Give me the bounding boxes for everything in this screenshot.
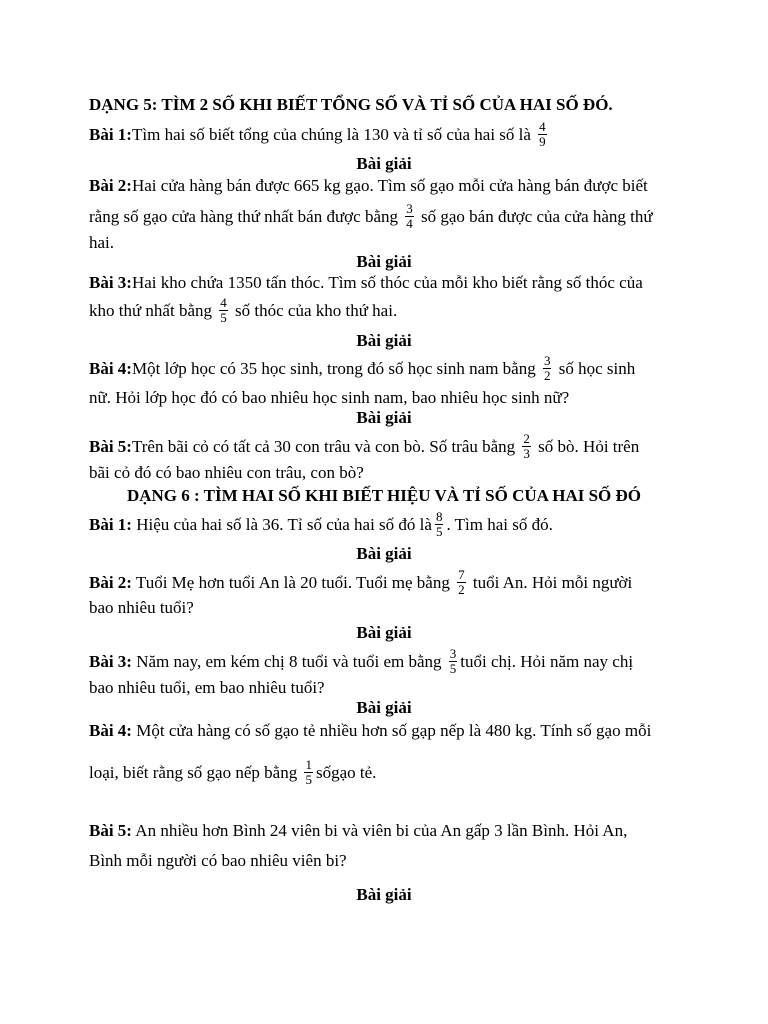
exercise-label: Bài 5: <box>89 437 132 457</box>
fraction: $\frac{4}{9}$ <box>539 119 546 149</box>
d6-bai5-line2: Bình mỗi người có bao nhiêu viên bi? <box>89 851 347 870</box>
exercise-label: Bài 1: <box>89 515 132 535</box>
exercise-label: Bài 3: <box>89 273 132 292</box>
exercise-text: Một lớp học có 35 học sinh, trong đó số học sinh nam bằng <box>131 359 536 379</box>
exercise-label: Bài 2: <box>89 573 132 593</box>
d6-bai3: Bài 3: Năm nay, em kém chị 8 tuổi và tuổi em bằng $\frac{3}{5}$ tuổi chị. Hỏi năm nay chị <box>89 646 634 676</box>
fraction: $\frac{1}{5}$ <box>305 757 312 787</box>
exercise-text: Trên bãi cỏ có tất cả 30 con trâu và con bò. Số trâu bằng <box>131 437 516 457</box>
d5-bai5-line2: bãi cỏ đó có bao nhiêu con trâu, con bò? <box>89 463 364 482</box>
fraction: $\frac{3}{2}$ <box>543 353 551 383</box>
exercise-text: Hiệu của hai số là 36. Tỉ số của hai số đó là <box>131 515 432 535</box>
fraction: $\frac{2}{3}$ <box>523 431 530 461</box>
exercise-text: Hai cửa hàng bán được 665 kg gạo. Tìm số gạo mỗi cửa hàng bán được biết <box>131 176 648 195</box>
d6-bai2: Bài 2: Tuổi Mẹ hơn tuổi An là 20 tuổi. Tuổi mẹ bằng $\frac{7}{2}$ tuổi An. Hỏi mỗi người <box>89 567 633 597</box>
section-5-title: DẠNG 5: TÌM 2 SỐ KHI BIẾT TỔNG SỐ VÀ TỈ SỐ CỦA HAI SỐ ĐÓ. <box>89 95 613 114</box>
fraction: $\frac{3}{4}$ <box>406 201 413 231</box>
exercise-text: Tuổi Mẹ hơn tuổi An là 20 tuổi. Tuổi mẹ bằng <box>131 573 450 593</box>
d5-bai3-line2: kho thứ nhất bằng $\frac{4}{5}$ số thóc của kho thứ hai. <box>89 295 398 325</box>
exercise-label: Bài 5: <box>89 821 132 840</box>
solution-label: Bài giải <box>356 698 412 717</box>
d6-bai4 <box>89 720 713 741</box>
exercise-label: Bài 1: <box>89 125 132 145</box>
d5-bai5: Bài 5:Trên bãi cỏ có tất cả 30 con trâu và con bò. Số trâu bằng $\frac{2}{3}$ số bò. Hỏi trên <box>89 431 640 461</box>
d5-bai1 <box>89 119 713 150</box>
d5-bai2-line2: rằng số gạo cửa hàng thứ nhất bán được bằng $\frac{3}{4}$ số gạo bán được của cửa hàng thứ <box>89 201 653 231</box>
d5-bai2-line3: hai. <box>89 233 115 252</box>
fraction: $\frac{8}{5}$ <box>435 509 443 539</box>
d5-bai2 <box>89 175 713 196</box>
exercise-label: Bài 3: <box>89 652 132 672</box>
d6-bai2-line2: bao nhiêu tuổi? <box>89 598 194 617</box>
fraction: $\frac{4}{5}$ <box>220 295 227 325</box>
solution-label: Bài giải <box>356 544 412 563</box>
exercise-label: Bài 4: <box>89 721 132 740</box>
exercise-text: Một cửa hàng có số gạo tẻ nhiều hơn số gạp nếp là 480 kg. Tính số gạo mỗi <box>131 721 652 740</box>
section-6-title: DẠNG 6 : TÌM HAI SỐ KHI BIẾT HIỆU VÀ TỈ SỐ CỦA HAI SỐ ĐÓ <box>126 486 642 505</box>
exercise-text: Năm nay, em kém chị 8 tuổi và tuổi em bằng <box>131 652 442 672</box>
solution-label: Bài giải <box>356 331 412 350</box>
d5-bai4: Bài 4:Một lớp học có 35 học sinh, trong đó số học sinh nam bằng $\frac{3}{2}$ số học sinh <box>89 353 636 383</box>
d6-bai4-line2: loại, biết rằng số gạo nếp bằng $\frac{1}{5}$ sốgạo tẻ. <box>89 757 377 787</box>
exercise-label: Bài 2: <box>89 176 132 195</box>
solution-label: Bài giải <box>356 408 412 427</box>
d5-bai3 <box>89 272 713 293</box>
d6-bai3-line2: bao nhiêu tuổi, em bao nhiêu tuổi? <box>89 678 325 697</box>
solution-label: Bài giải <box>356 252 412 271</box>
exercise-text: Hai kho chứa 1350 tấn thóc. Tìm số thóc của mỗi kho biết rằng số thóc của <box>131 273 643 292</box>
solution-label: Bài giải <box>356 885 412 904</box>
exercise-text: An nhiều hơn Bình 24 viên bi và viên bi của An gấp 3 lần Bình. Hỏi An, <box>131 821 628 840</box>
d5-bai4-line2: nữ. Hỏi lớp học đó có bao nhiêu học sinh nam, bao nhiêu học sinh nữ? <box>89 388 570 407</box>
fraction: $\frac{3}{5}$ <box>449 646 457 676</box>
d6-bai5 <box>89 820 713 841</box>
exercise-text: Tìm hai số biết tổng của chúng là 130 và tỉ số của hai số là <box>131 125 531 145</box>
solution-label: Bài giải <box>356 623 412 642</box>
exercise-label: Bài 4: <box>89 359 132 379</box>
fraction: $\frac{7}{2}$ <box>458 567 465 597</box>
d6-bai1: Bài 1: Hiệu của hai số là 36. Tỉ số của hai số đó là $\frac{8}{5}$ . Tìm hai số đó. <box>89 509 553 539</box>
solution-label: Bài giải <box>356 154 412 173</box>
